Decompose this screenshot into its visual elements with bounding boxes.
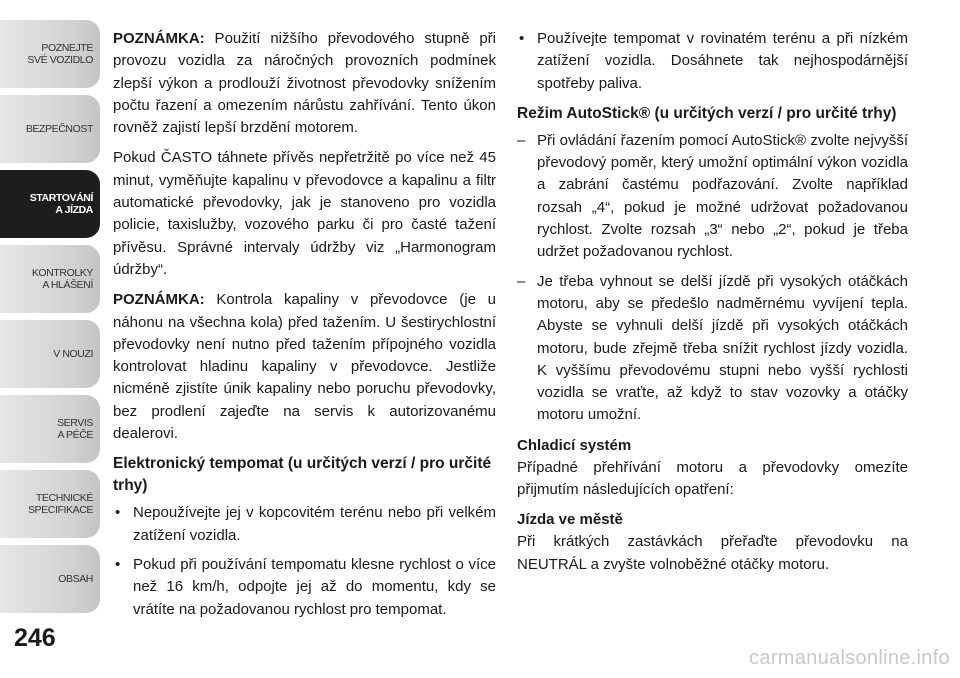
tab-label: SERVIS A PÉČE — [57, 417, 93, 441]
tab-technicke-specifikace[interactable] — [0, 470, 100, 538]
tab-label: V NOUZI — [53, 348, 93, 360]
note-paragraph — [113, 28, 496, 139]
note-text: Použití nižšího převodového stupně při provozu vozidla za náročných provozních podmínek zlepší výkon a prodlouží životnost převodovky snížením počtu řazení a omezením nárůstu zahřívání. Tento úkon rovněž zajistí lepší brzdění motorem. — [113, 30, 496, 137]
tab-startovani-a-jizda[interactable] — [0, 170, 100, 238]
page-number: 246 — [14, 624, 56, 652]
list-item-text: Používejte tempomat v rovinatém terénu a při nízkém zatížení vozidla. Dosáhnete tak nejhospodárnější spotřeby paliva. — [537, 30, 908, 92]
note-paragraph — [113, 289, 496, 445]
tab-servis-a-pece[interactable] — [0, 395, 100, 463]
cooling-paragraph: Případné přehřívání motoru a převodovky omezíte přijmutím následujících opatření: — [517, 458, 908, 499]
list-item — [113, 502, 496, 547]
tab-label: KONTROLKY A HLÁŠENÍ — [31, 267, 93, 291]
tab-bezpecnost[interactable] — [0, 95, 100, 163]
note-label: POZNÁMKA: — [113, 30, 205, 47]
chapter-sidebar — [0, 20, 100, 620]
list-item — [517, 130, 908, 264]
tab-label: POZNEJTE SVÉ VOZIDLO — [27, 42, 93, 66]
tab-kontrolky-a-hlaseni[interactable] — [0, 245, 100, 313]
list-item — [113, 554, 496, 621]
towing-paragraph: Pokud ČASTO táhnete přívěs nepřetržitě po více než 45 minut, vyměňujte kapalinu v převodovce a kapalinu a filtr automatické převodovky, jak je stanoveno pro vozidla policie, taxislužby, vozového parku či pro časté tažení přívěsu. Správné intervaly údržby viz „Harmonogram údržby“. — [113, 149, 496, 278]
section-heading-cruise-control: Elektronický tempomat (u určitých verzí / pro určité trhy) — [113, 455, 492, 495]
tab-label: BEZPEČNOST — [25, 123, 93, 135]
cruise-bullet-list — [113, 502, 496, 620]
section-heading-city-driving: Jízda ve městě — [517, 511, 623, 529]
list-item-text: Nepoužívejte jej v kopcovitém terénu nebo při velkém zatížení vozidla. — [133, 504, 496, 544]
list-item-text: Je třeba vyhnout se delší jízdě při vysokých otáčkách motoru, aby se předešlo nadměrnému vyvíjení tepla. Abyste se vyhnuli delší jízdě při vysokých otáčkách motoru, bude zřejmě třeba snížit rychlost jízdy vozidla. K vyššímu převodovému stupni nebo vyšší rychlosti vozidla se vraťte, až když to stav vozovky a otáčky motoru umožní. — [537, 272, 908, 424]
note-text: Kontrola kapaliny v převodovce (je u náhonu na všechna kola) před tažením. U šestirychlostní převodovky není nutno před tažením přípojného vozidla kontrolovat hladinu kapaliny v převodovce. Jestliže nicméně zjistíte únik kapaliny nebo poruchu převodovky, bez prodlení zajeďte na servis k autorizovanému dealerovi. — [113, 291, 496, 443]
bullet-marker: • — [519, 30, 525, 47]
right-column — [517, 28, 908, 584]
bullet-marker: • — [115, 555, 121, 573]
section-heading-autostick: Režim AutoStick® (u určitých verzí / pro určité trhy) — [517, 104, 897, 122]
list-item — [517, 28, 908, 95]
list-item-text: Při ovládání řazením pomocí AutoStick® zvolte nejvyšší převodový poměr, který umožní optimální výkon vozidla a zabrání častému podřazování. Zvolte například rozsah „4“, pokud je možné udržovat požadovanou rychlost. Zvolte rozsah „3“ nebo „2“, pokud je třeba udržet požadovanou rychlost. — [537, 131, 908, 261]
tab-label: OBSAH — [58, 573, 93, 585]
autostick-dash-list — [517, 130, 908, 427]
tab-v-nouzi[interactable] — [0, 320, 100, 388]
list-item — [517, 271, 908, 427]
tab-obsah[interactable] — [0, 545, 100, 613]
city-paragraph: Při krátkých zastávkách přeřaďte převodovku na NEUTRÁL a zvyšte volnoběžné otáčky motoru. — [517, 533, 908, 573]
section-heading-cooling: Chladicí systém — [517, 436, 632, 454]
list-item-text: Pokud při používání tempomatu klesne rychlost o více než 16 km/h, odpojte jej až do momentu, kdy se vrátíte na požadovanou rychlost pro tempomat. — [133, 555, 496, 618]
watermark: carmanualsonline.info — [749, 647, 950, 669]
tab-label: STARTOVÁNÍ A JÍZDA — [29, 192, 93, 216]
cruise-bullet-list-continued — [517, 28, 908, 95]
bullet-marker: • — [115, 504, 121, 522]
note-label: POZNÁMKA: — [113, 291, 205, 309]
left-column — [113, 28, 496, 629]
tab-label: TECHNICKÉ SPECIFIKACE — [27, 492, 93, 516]
tab-poznejte-sve-vozidlo[interactable] — [0, 20, 100, 88]
dash-marker: – — [517, 272, 526, 290]
dash-marker: – — [517, 131, 526, 149]
